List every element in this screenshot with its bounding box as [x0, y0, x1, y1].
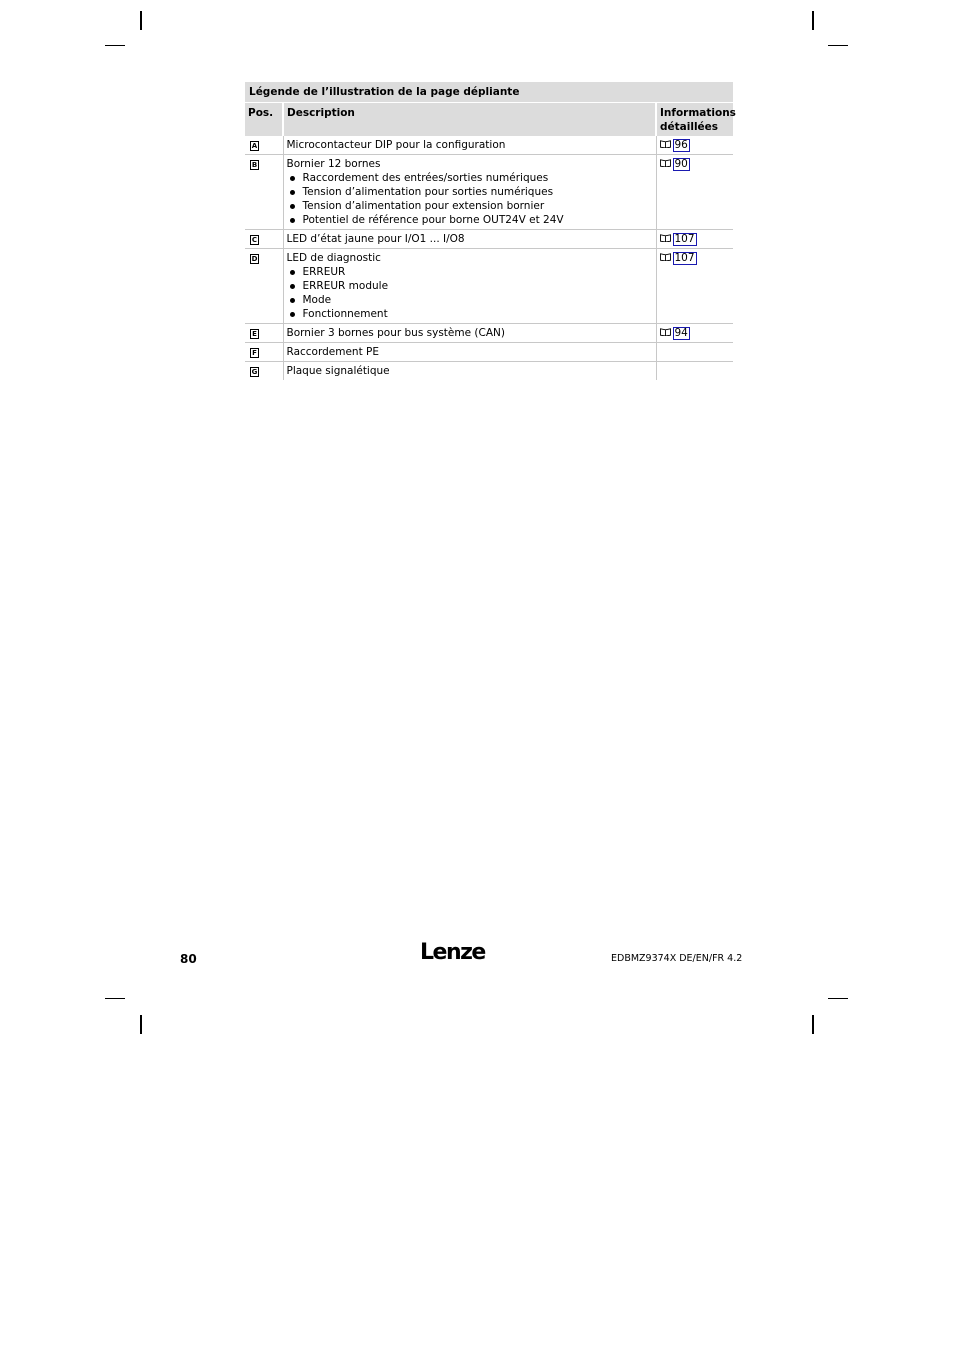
- crop-mark-top-left-vertical: [140, 11, 142, 30]
- legend-body: [245, 136, 733, 380]
- description-cell: [283, 323, 656, 342]
- table-row: [245, 361, 733, 380]
- page-reference-link[interactable]: 107: [674, 251, 695, 264]
- table-row: [245, 136, 733, 155]
- bullet-item: Mode: [303, 293, 653, 307]
- description-cell: [283, 154, 656, 229]
- crop-mark-top-right-vertical: [812, 11, 814, 30]
- description-cell: [283, 248, 656, 323]
- table-row: [245, 323, 733, 342]
- table-row: [245, 229, 733, 248]
- pos-cell: [245, 229, 283, 248]
- page-reference-link[interactable]: 94: [674, 326, 688, 339]
- position-marker: E: [250, 329, 259, 339]
- page-reference-link[interactable]: 96: [674, 138, 688, 151]
- book-icon: [660, 232, 671, 246]
- page-number: 80: [180, 952, 197, 966]
- info-cell: [656, 136, 733, 155]
- description-text: Raccordement PE: [286, 345, 379, 358]
- position-marker: C: [251, 235, 258, 244]
- crop-mark-bottom-left-horizontal: [105, 998, 125, 999]
- info-cell: [656, 342, 733, 361]
- header-pos: Pos.: [245, 102, 283, 136]
- document-reference: EDBMZ9374X DE/EN/FR 4.2: [611, 953, 743, 964]
- legend-title: Légende de l’illustration de la page dépliante: [245, 82, 733, 102]
- bullet-item: Potentiel de référence pour borne OUT24V et 24V: [303, 213, 653, 227]
- info-cell: [656, 154, 733, 229]
- info-cell: [656, 248, 733, 323]
- crop-mark-top-left-horizontal: [105, 45, 125, 46]
- bullet-item: Raccordement des entrées/sorties numériques: [303, 171, 653, 185]
- table-header-row: [245, 102, 733, 136]
- info-cell: [656, 229, 733, 248]
- description-text: Microcontacteur DIP pour la configuration: [286, 138, 506, 151]
- description-cell: [283, 136, 656, 155]
- header-info: [656, 102, 736, 136]
- position-marker: D: [251, 254, 258, 263]
- description-cell: [283, 342, 656, 361]
- description-cell: [283, 229, 656, 248]
- bullet-item: ERREUR module: [303, 279, 653, 293]
- position-marker: F: [250, 348, 259, 358]
- bullet-item: Tension d’alimentation pour extension bornier: [303, 199, 653, 213]
- book-icon: [660, 157, 671, 171]
- description-cell: [283, 361, 656, 380]
- pos-cell: [245, 342, 283, 361]
- table-row: [245, 154, 733, 229]
- brand-logo: Lenze: [420, 940, 485, 965]
- header-description: Description: [283, 102, 656, 136]
- table-row: [245, 248, 733, 323]
- description-text: Plaque signalétique: [286, 364, 390, 377]
- page-reference-link[interactable]: 90: [674, 157, 688, 170]
- bullet-list: [287, 265, 653, 321]
- bullet-item: Tension d’alimentation pour sorties numériques: [303, 185, 653, 199]
- table-row: [245, 342, 733, 361]
- crop-mark-bottom-right-horizontal: [828, 998, 848, 999]
- position-marker: G: [251, 367, 258, 376]
- description-text: LED d’état jaune pour I/O1 ... I/O8: [286, 232, 465, 245]
- position-marker: A: [251, 141, 258, 150]
- info-cell: [656, 323, 733, 342]
- bullet-item: ERREUR: [303, 265, 653, 279]
- book-icon: [660, 326, 671, 340]
- page-reference-link[interactable]: 107: [674, 232, 695, 245]
- pos-cell: [245, 248, 283, 323]
- pos-cell: [245, 154, 283, 229]
- description-text: Bornier 12 bornes: [286, 157, 381, 170]
- legend-table: [245, 82, 736, 380]
- description-text: LED de diagnostic: [286, 251, 381, 264]
- description-text: Bornier 3 bornes pour bus système (CAN): [286, 326, 505, 339]
- bullet-list: [287, 171, 653, 227]
- book-icon: [660, 251, 671, 265]
- crop-mark-bottom-right-vertical: [812, 1015, 814, 1034]
- pos-cell: [245, 323, 283, 342]
- position-marker: B: [251, 160, 258, 169]
- pos-cell: [245, 136, 283, 155]
- crop-mark-bottom-left-vertical: [140, 1015, 142, 1034]
- book-icon: [660, 138, 671, 152]
- bullet-item: Fonctionnement: [303, 307, 653, 321]
- header-info-line2: détaillées: [660, 120, 719, 133]
- header-info-line1: Informations: [660, 106, 736, 119]
- crop-mark-top-right-horizontal: [828, 45, 848, 46]
- pos-cell: [245, 361, 283, 380]
- info-cell: [656, 361, 733, 380]
